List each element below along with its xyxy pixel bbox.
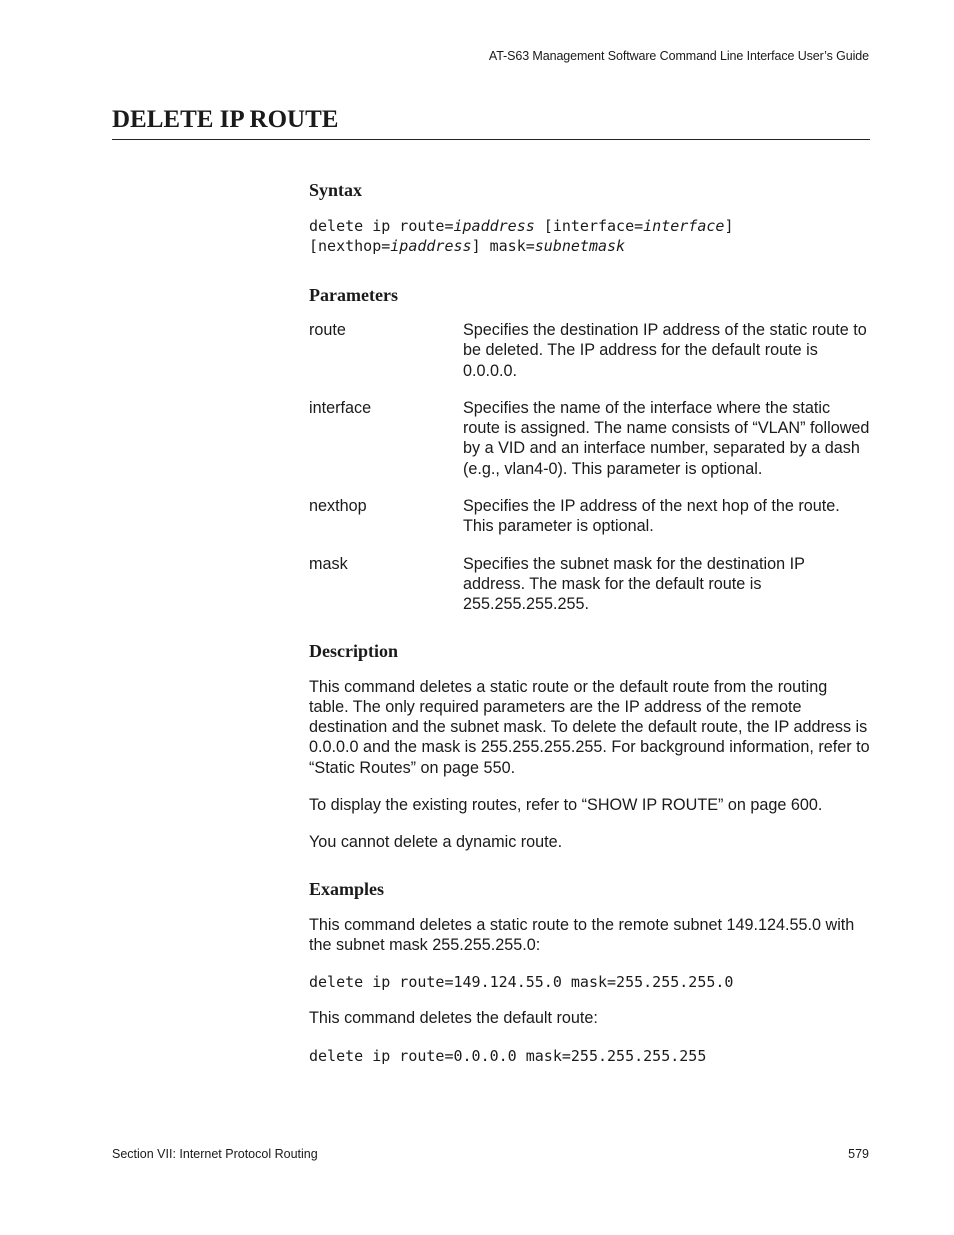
parameter-row-interface: [309, 398, 870, 479]
example-command: delete ip route=0.0.0.0 mask=255.255.255.255: [309, 1046, 707, 1065]
description-paragraph: You cannot delete a dynamic route.: [309, 833, 563, 852]
page-number: 579: [848, 1147, 869, 1161]
syntax-placeholder: interface: [643, 217, 725, 235]
syntax-line-2: [309, 236, 870, 256]
parameter-description: Specifies the subnet mask for the destination IP address. The mask for the default route is 255.255.255.255.: [463, 554, 805, 614]
title-divider: [112, 139, 870, 140]
page-title: DELETE IP ROUTE: [112, 106, 339, 133]
parameter-name: mask: [309, 554, 348, 573]
syntax-placeholder: ipaddress: [390, 237, 472, 255]
parameter-description: Specifies the destination IP address of the static route to be deleted. The IP address for the default route is 0.0.0.0.: [463, 321, 867, 380]
syntax-line-1: [309, 216, 870, 236]
syntax-heading: Syntax: [309, 180, 363, 200]
syntax-segment: delete ip route=: [309, 217, 454, 235]
parameters-heading: Parameters: [309, 285, 398, 305]
parameter-name: route: [309, 321, 346, 339]
syntax-code: [309, 216, 870, 256]
parameter-description: Specifies the IP address of the next hop of the route. This parameter is optional.: [463, 497, 840, 536]
syntax-placeholder: subnetmask: [534, 237, 626, 255]
syntax-placeholder: ipaddress: [453, 217, 535, 235]
parameter-row-route: [309, 320, 870, 381]
description-heading: Description: [309, 640, 398, 661]
main-content: [309, 178, 870, 1066]
parameter-row-nexthop: [309, 496, 870, 537]
syntax-segment: [interface=: [534, 217, 644, 235]
parameters-list: [309, 320, 870, 615]
syntax-segment: [nexthop=: [309, 237, 391, 255]
syntax-segment: ] mask=: [471, 237, 535, 255]
example-intro: This command deletes the default route:: [309, 1009, 598, 1028]
footer-section: Section VII: Internet Protocol Routing: [112, 1147, 318, 1161]
running-header: AT-S63 Management Software Command Line Interface User’s Guide: [488, 49, 869, 63]
parameter-description: Specifies the name of the interface where the static route is assigned. The name consists of “VLAN” followed by a VID and an interface number, separated by a dash (e.g., vlan4-0). This parameter is optional.: [463, 398, 870, 478]
parameter-name: nexthop: [309, 497, 367, 516]
example-intro: This command deletes a static route to the remote subnet 149.124.55.0 with the subnet mask 255.255.255.0:: [309, 915, 855, 954]
description-paragraph: This command deletes a static route or the default route from the routing table. The only required parameters are the IP address of the remote destination and the subnet mask. To delete the default route, the IP address is 0.0.0.0 and the mask is 255.255.255.255. For background information, refer to “Static Routes” on page 550.: [309, 677, 870, 777]
parameter-name: interface: [309, 398, 372, 417]
description-paragraph: To display the existing routes, refer to “SHOW IP ROUTE” on page 600.: [309, 796, 823, 815]
syntax-segment: ]: [724, 217, 734, 235]
parameter-row-mask: [309, 554, 870, 615]
example-command: delete ip route=149.124.55.0 mask=255.255.255.0: [309, 973, 734, 992]
examples-heading: Examples: [309, 878, 385, 899]
